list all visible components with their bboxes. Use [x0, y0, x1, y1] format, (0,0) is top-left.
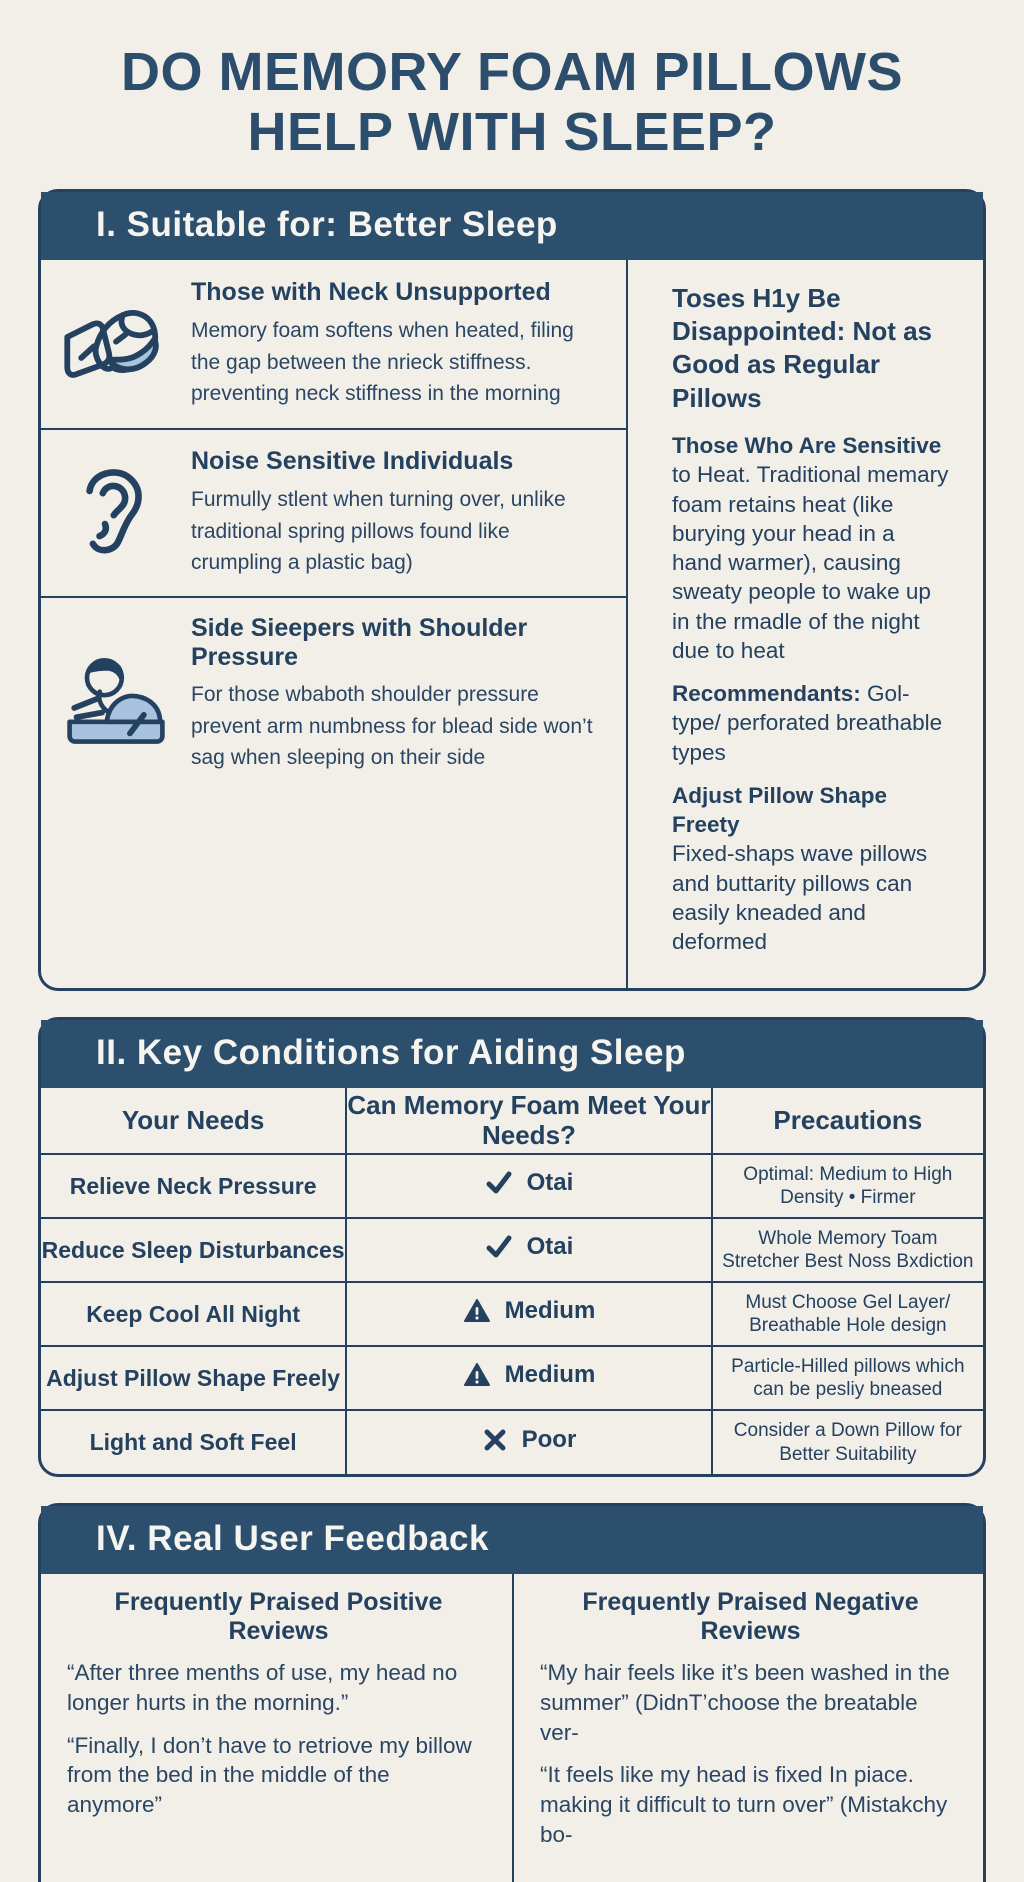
need-cell: Keep Cool All Night [41, 1282, 346, 1346]
section1-body [41, 260, 983, 988]
list-item [41, 596, 626, 790]
check-icon [485, 1169, 513, 1197]
precaution-cell: Optimal: Medium to High Density • Firmer [712, 1154, 983, 1218]
rating-cell [346, 1346, 711, 1410]
review-quote: “My hair feels like it’s been washed in the summer” (DidnT’choose the breatable ver- [540, 1660, 950, 1745]
need-cell: Relieve Neck Pressure [41, 1154, 346, 1218]
rating-label: Otai [526, 1168, 574, 1196]
rating-label: Medium [504, 1296, 596, 1324]
precaution-cell: Particle-Hilled pillows which can be pesliy bneased [712, 1346, 983, 1410]
rating-cell [346, 1282, 711, 1346]
rating-cell [346, 1410, 711, 1474]
review-quote: “It feels like my head is fixed In piace. making it difficult to turn over” (Mistakchy bo- [540, 1762, 948, 1847]
section-key-conditions [38, 1017, 986, 1477]
column-header-meet: Can Memory Foam Meet Your Needs? [346, 1088, 711, 1154]
list-item-text [191, 447, 612, 578]
paragraph-lead: Recommendants: [672, 681, 861, 706]
review-quote: “Finally, I don’t have to retriove my billow from the bed in the middle of the anymore” [67, 1732, 472, 1817]
negative-reviews-column [512, 1574, 983, 1882]
section1-left-column [41, 260, 628, 988]
paragraph-lead: Adjust Pillow Shape Freety [672, 782, 888, 837]
cross-icon [482, 1427, 508, 1453]
list-item [41, 260, 626, 428]
list-item-text [191, 614, 612, 774]
list-item [41, 428, 626, 596]
table-header-row [41, 1088, 983, 1154]
side-sleeper-icon [41, 636, 191, 752]
warning-icon [463, 1297, 491, 1325]
column-header-precautions: Precautions [712, 1088, 983, 1154]
infographic-page [0, 42, 1024, 1847]
item-body: Furmully stlent when turning over, unlike traditional spring pillows found like crumpling a plastic bag) [191, 488, 566, 575]
conditions-table [41, 1088, 983, 1474]
item-title: Noise Sensitive Individuals [191, 447, 514, 476]
item-title: Side Sieepers with Shoulder Pressure [191, 613, 528, 671]
page-title [0, 42, 1024, 163]
section2-header: II. Key Conditions for Aiding Sleep [41, 1020, 983, 1088]
table-row [41, 1346, 983, 1410]
paragraph-rest: Gol-type/ perforated breathable types [672, 681, 943, 765]
section4-header: IV. Real User Feedback [41, 1506, 983, 1574]
feedback-body [41, 1574, 983, 1882]
paragraph-rest: Fixed-shaps wave pillows and buttarity pillows can easily kneaded and deformed [672, 841, 928, 954]
column-header-needs: Your Needs [41, 1088, 346, 1154]
ear-icon [41, 455, 191, 571]
check-icon [485, 1233, 513, 1261]
page-title-line1: DO MEMORY FOAM PILLOWS [121, 42, 903, 102]
table-row [41, 1218, 983, 1282]
sensitive-to-heat-paragraph [672, 431, 949, 665]
need-cell: Adjust Pillow Shape Freely [41, 1346, 346, 1410]
adjust-shape-paragraph [672, 781, 949, 957]
section1-right-column [628, 260, 983, 988]
neck-pillow-icon [41, 286, 191, 402]
list-item-text [191, 278, 612, 409]
table-row [41, 1410, 983, 1474]
rating-label: Otai [526, 1232, 574, 1260]
need-cell: Reduce Sleep Disturbances [41, 1218, 346, 1282]
item-body: For those wbaboth shoulder pressure prevent arm numbness for blead side won’t sag when sleeping on their side [191, 683, 593, 770]
need-cell: Light and Soft Feel [41, 1410, 346, 1474]
section-suitable-for [38, 189, 986, 991]
precaution-cell: Consider a Down Pillow for Better Suitability [712, 1410, 983, 1474]
warning-icon [463, 1361, 491, 1389]
table-row [41, 1282, 983, 1346]
rating-label: Medium [504, 1360, 596, 1388]
positive-reviews-title: Frequently Praised Positive Reviews [114, 1588, 443, 1646]
section-user-feedback [38, 1503, 986, 1882]
review-quote: “After three menths of use, my head no longer hurts in the morning.” [67, 1660, 458, 1715]
rating-cell [346, 1154, 711, 1218]
paragraph-rest: to Heat. Traditional memary foam retains heat (like burying your head in a hand warmer), causing sweaty people to wake up in the rmadle of the night due to heat [672, 462, 949, 663]
recommendations-paragraph [672, 679, 949, 767]
negative-reviews-title: Frequently Praised Negative Reviews [582, 1588, 919, 1646]
section1-header: I. Suitable for: Better Sleep [41, 192, 983, 260]
paragraph-lead: Those Who Are Sensitive [672, 433, 942, 458]
precaution-cell: Must Choose Gel Layer/ Breathable Hole design [712, 1282, 983, 1346]
rating-label: Poor [521, 1425, 577, 1453]
precaution-cell: Whole Memory Toam Stretcher Best Noss Bxdiction [712, 1218, 983, 1282]
rating-cell [346, 1218, 711, 1282]
item-title: Those with Neck Unsupported [191, 278, 551, 307]
item-body: Memory foam softens when heated, filing the gap between the nrieck stiffness. preventing neck stiffness in the morning [191, 319, 574, 406]
page-title-line2: HELP WITH SLEEP? [247, 102, 777, 163]
positive-reviews-column [41, 1574, 512, 1882]
table-row [41, 1154, 983, 1218]
disappointed-heading: Toses H1y Be Disappointed: Not as Good as Regular Pillows [672, 282, 933, 413]
